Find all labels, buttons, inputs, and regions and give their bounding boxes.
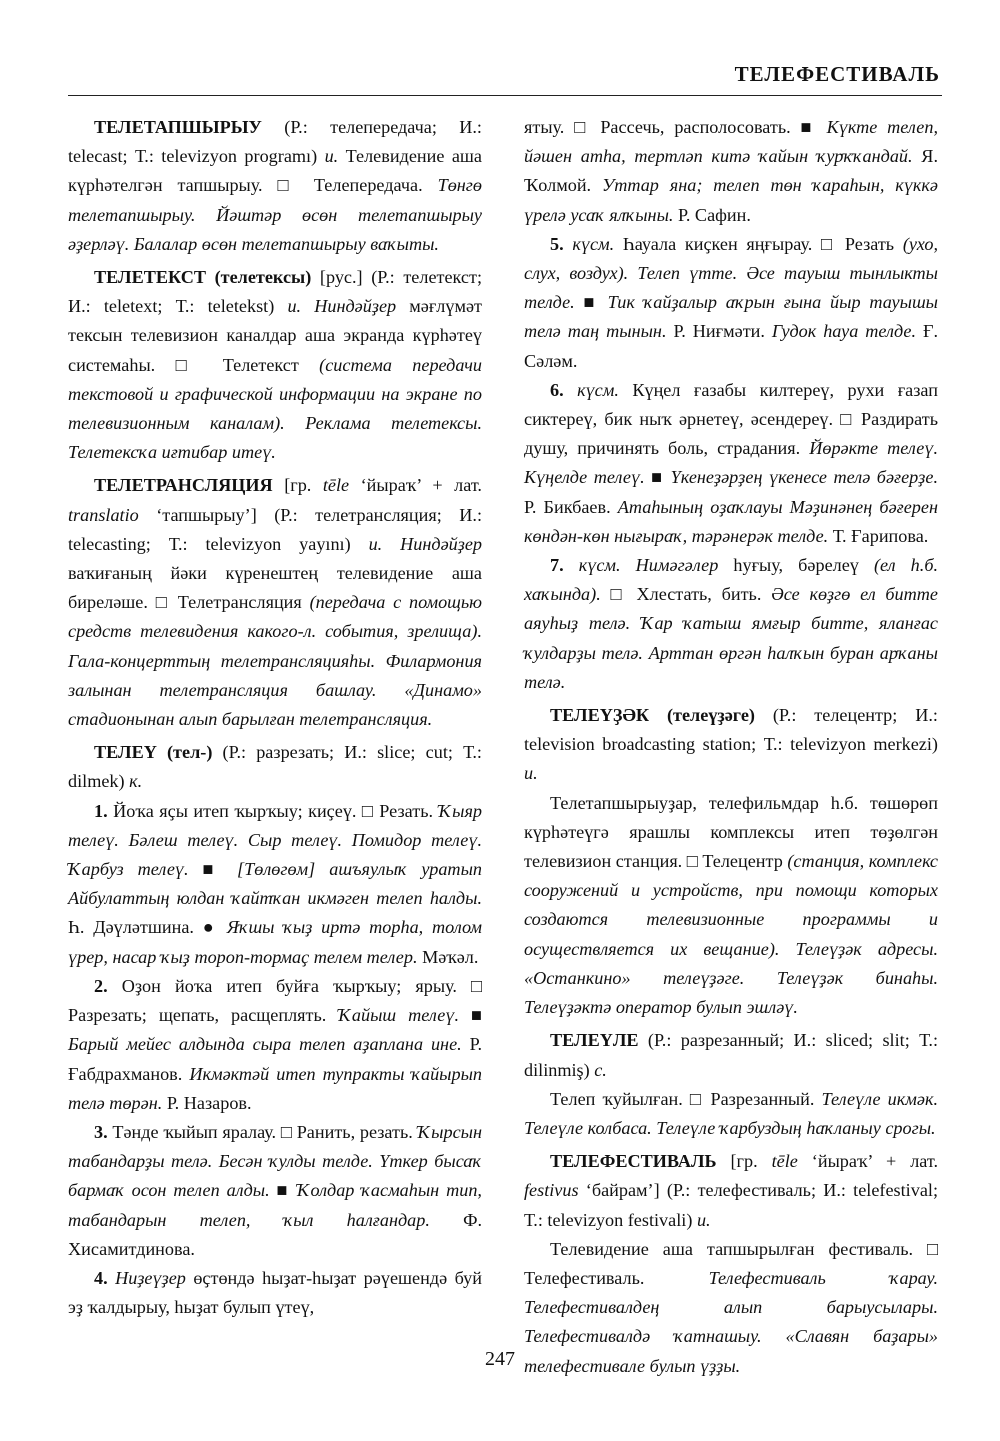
entry-teletranslyatsiya: ТЕЛЕТРАНСЛЯЦИЯ [гр. tēle ‘йыраҡ’ + лат. translatio ‘тапшырыу’] (Р.: телетрансляция; И.: telecasting; Т.: televizyon yayını) u. Ниндәйҙер ваҡиғаның йәки күренештең телевидение аша биреләше. □ Телетрансляция (передача с помощью средств телевидения какого-л. события, зрелища). Гала-концерттың телетрансляцияһы. Филармония залынан телетрансляция башлау. «Динамо» стадионынан алып барылған телетрансляция. [68, 475, 483, 730]
sense-3: 3. Тәнде ҡыйып яралау. □ Ранить, резать. Ҡырсын табандарҙы телә. Бесән ҡулды телде. Үткер бысаҡ бармаҡ осон телеп алды. ■ Ҡолдар ҡасмаһын тип, табандарын телеп, ҡыл һалғандар. Ф. Хисамитдинова. [68, 1121, 482, 1259]
entry-telefestival-definition: Телевидение аша тапшырылған фестиваль. □ Телефестиваль. Телефестиваль ҡарау. Телефестивалдең алып барыусылары. Телефестивалдә ҡатнашыу. «Славян баҙары» телефестивале булып үҙҙы. [524, 1238, 938, 1376]
sense-4: 4. Ниҙеүҙер өҫтөндә һыҙат-һыҙат рәүешендә буй эҙ ҡалдырыу, һыҙат булып үтеү, [68, 1267, 483, 1318]
left-column [68, 113, 482, 1322]
sense-6: 6. күсм. Күңел ғазабы килтереү, рухи ғазап сиктереү, бик ныҡ әрнетеү, әсендереү. □ Раздирать душу, причинять боль, страдания. Йөрәкте телеү. Күңелде телеү. ■ Үкенеҙәрҙең үкенесе телә бәғерҙе. Р. Бикбаев. Атаһының оҙаҡлауы Мәҙинәнең бәғерен көндән-көн нығыраҡ, тәрәнерәк телде. Т. Ғарипова. [524, 379, 938, 546]
right-column [524, 113, 938, 1381]
sense-2: 2. Оҙон йоҡа итеп буйға ҡырҡыу; ярыу. □ Разрезать; щепать, расщеплять. Ҡайыш телеү. ■ Барый мейес алдында сыра телеп аҙаплана ине. Р. Ғабдрахманов. Икмәктәй итеп тупракты ҡайырып телә төрән. Р. Назаров. [68, 975, 482, 1113]
sense-1: 1. Йоҡа яҫы итеп ҡырҡыу; киҫеү. □ Резать. Ҡыяр телеү. Бәлеш телеү. Сыр телеү. Помидор телеү. Ҡарбуз телеү. ■ [Төлөгөм] ашъяулыҡ уратып Айбулаттың юлдан ҡайтҡан икмәген телеп һалды. Һ. Дәүләтшина. ● Яҡшы ҡыҙ иртә торһа, толом үрер, насар ҡыҙ тороп-тормаҫ телем телер. Мәҡәл. [68, 800, 482, 967]
running-head: ТЕЛЕФЕСТИВАЛЬ [734, 62, 940, 86]
entry-teleuzak-definition: Телетапшырыуҙар, телефильмдар һ.б. төшөрөп күрһәтеүгә ярашлы комплексы итеп төҙөлгән телевизион станция. □ Телецентр (станция, комплекс сооружений и устройств, при помощи которых создаются телевизионные программы и осуществляется их вещание). Телеүҙәк адресы. «Останкино» телеүҙәге. Телеүҙәк бинаһы. Телеүҙәктә оператор булып эшләү. [524, 792, 938, 1018]
entry-teleuzak: ТЕЛЕҮҘӘК (телеүҙәге) (Р.: телецентр; И.: television broadcasting station; Т.: televizyon merkezi) u. [524, 705, 938, 784]
entry-teleule-definition: Телеп ҡуйылған. □ Разрезанный. Телеүле икмәк. Телеүле колбаса. Телеүле ҡарбуздың һаҡланыу срогы. [524, 1088, 939, 1138]
sense-5: 5. күсм. Һауала киҫкен яңғырау. □ Резать (ухо, слух, воздух). Телеп үтте. Әсе тауыш тынлыкты телде. ■ Тик ҡайҙалыр аҡрын ғына йыр тауышы телә таң тынын. Р. Ниғмәти. Гудок һауа телде. Ғ. Сәләм. [524, 233, 939, 371]
sense-4-continued: ятыу. □ Рассечь, располосовать. ■ Күкте телеп, йәшен атһа, тертләп китә ҡайын ҡурҡҡандай. Я. Ҡолмой. Уттар яна; телеп төн ҡараһын, күккә үрелә усаҡ ялҡыны. Р. Сафин. [524, 117, 938, 225]
sense-7: 7. күсм. Нимәгәлер һуғыу, бәрелеү (ел һ.б. хаҡында). □ Хлестать, бить. Әсе көҙгө ел битте аяуһыҙ телә. Ҡар ҡатыш ямғыр битте, яланғас ҡулдарҙы телә. Арттан өргән һалҡын буран арҡаны телә. [524, 555, 939, 692]
page-number: 247 [485, 1348, 515, 1370]
header-rule [68, 95, 942, 96]
entry-telefestival: ТЕЛЕФЕСТИВАЛЬ [гр. tēle ‘йыраҡ’ + лат. festivus ‘байрам’] (Р.: телефестиваль; И.: telefestival; Т.: televizyon festivali) u. [524, 1151, 938, 1230]
entry-teleule: ТЕЛЕҮЛЕ (Р.: разрезанный; И.: sliced; slit; Т.: dilinmiş) c. [524, 1030, 938, 1080]
entry-teletekst: ТЕЛЕТЕКСТ (телетексы) [рус.] (Р.: телетекст; И.: teletext; Т.: teletekst) u. Ниндәйҙер мәғлүмәт тексын телевизион каналдар аша экранда күрһәтеү системаһы. □ Телетекст (система передачи текстовой и графической информации на экране по телевизионным каналам). Реклама телетексы. Телетексҡа иғтибар итеү. [68, 267, 483, 463]
entry-teletapshyryu: ТЕЛЕТАПШЫРЫУ (Р.: телепередача; И.: telecast; Т.: televizyon programı) u. Телевидение аша күрһәтелгән тапшырыу. □ Телепередача. Төнгө телетапшырыу. Йәштәр өсөн телетапшырыу әҙерләү. Балалар өсөн телетапшырыу ваҡыты. [68, 117, 482, 254]
entry-teleu: ТЕЛЕҮ (тел-) (Р.: разрезать; И.: slice; cut; Т.: dilmek) к. [68, 742, 482, 792]
